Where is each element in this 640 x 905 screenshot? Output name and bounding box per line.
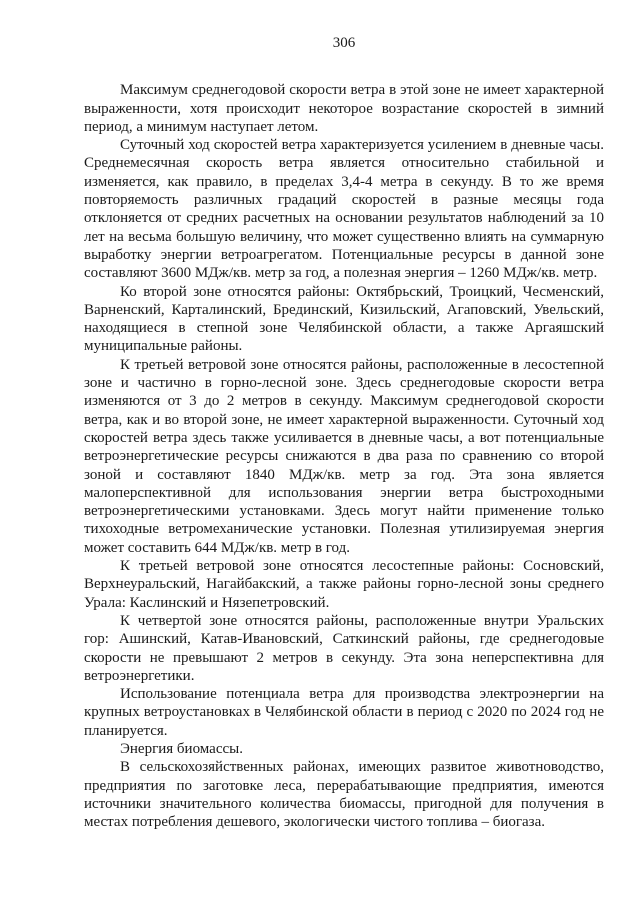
paragraph-wind-plans: Использование потенциала ветра для производства электроэнергии на крупных ветроустановках в Челябинской области в период с 2020 по 2024 год не планируется. bbox=[84, 686, 604, 739]
paragraph-daily-wind: Суточный ход скоростей ветра характеризуется усилением в дневные часы. Среднемесячная скорость ветра является относительно стабильной и изменяется, как правило, в пределах 3,4-4 метра в секунду. В то же время повторяемость различных градаций скоростей в разные месяцы года отклоняется от средних расчетных на основании результатов наблюдений за 10 лет на весьма большую величину, что может существенно влиять на суммарную выработку энергии ветроагрегатом. Потенциальные ресурсы в данной зоне составляют 3600 МДж/кв. метр за год, а полезная энергия – 1260 МДж/кв. метр. bbox=[84, 137, 604, 282]
document-page bbox=[84, 34, 604, 831]
paragraph-third-zone: К третьей ветровой зоне относятся районы, расположенные в лесостепной зоне и частично в горно-лесной зоне. Здесь среднегодовые скорости ветра изменяются от 3 до 2 метров в секунду. Максимум среднегодовой скорости ветра, как и во второй зоне, не имеет характерной выраженности. Суточный ход скоростей ветра здесь также усиливается в дневные часы, а вот потенциальные ветроэнергетические ресурсы снижаются в два раза по сравнению со второй зоной и составляют 1840 МДж/кв. метр за год. Эта зона является малоперспективной для использования энергии ветра быстроходными ветроэнергетическими установками. Здесь могут найти применение только тихоходные ветромеханические установки. Полезная утилизируемая энергия может составить 644 МДж/кв. метр в год. bbox=[84, 356, 604, 556]
paragraph-wind-max: Максимум среднегодовой скорости ветра в этой зоне не имеет характерной выраженности, хотя происходит некоторое возрастание скоростей в зимний период, а минимум наступает летом. bbox=[84, 82, 604, 135]
paragraph-second-zone: Ко второй зоне относятся районы: Октябрьский, Троицкий, Чесменский, Варненский, Карталинский, Брединский, Кизильский, Агаповский, Увельский, находящиеся в степной зоне Челябинской области, а также Аргаяшский муниципальные районы. bbox=[84, 283, 604, 355]
page-number: 306 bbox=[332, 35, 356, 51]
paragraph-third-zone-districts: К третьей ветровой зоне относятся лесостепные районы: Сосновский, Верхнеуральский, Нагайбакский, а также районы горно-лесной зоны среднего Урала: Каслинский и Нязепетровский. bbox=[84, 558, 604, 611]
section-heading-biomass: Энергия биомассы. bbox=[120, 740, 243, 757]
paragraph-biomass: В сельскохозяйственных районах, имеющих развитое животноводство, предприятия по заготовке леса, перерабатывающие предприятия, имеются источники значительного количества биомассы, пригодной для получения в местах потребления дешевого, экологически чистого топлива – биогаза. bbox=[84, 759, 604, 831]
paragraph-fourth-zone: К четвертой зоне относятся районы, расположенные внутри Уральских гор: Ашинский, Катав-Ивановский, Саткинский районы, где среднегодовые скорости не превышают 2 метров в секунду. Эта зона неперспективна для ветроэнергетики. bbox=[84, 612, 604, 684]
